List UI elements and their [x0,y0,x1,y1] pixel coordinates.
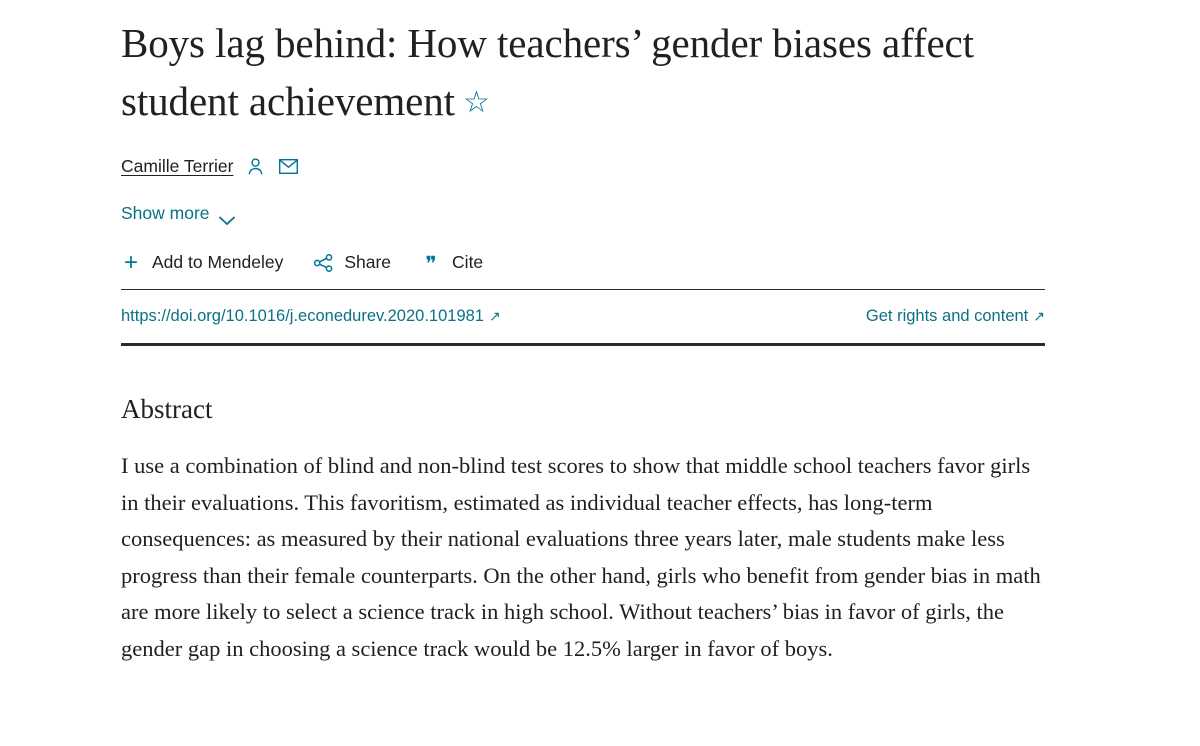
doi-row [121,290,1045,343]
author-icon[interactable] [246,157,264,177]
divider-bottom [121,343,1045,346]
share-button[interactable] [313,252,391,273]
plus-icon: + [123,248,138,276]
page-title [121,0,1045,130]
rights-text: Get rights and content [865,307,1029,326]
cite-button[interactable] [421,252,484,277]
share-nodes-icon [313,253,333,273]
title-text: Boys lag behind: How teachers’ gender biases affect student achievement [121,20,974,125]
author-link[interactable]: Camille Terrier [121,156,234,177]
abstract-heading: Abstract [121,394,213,425]
add-to-mendeley-button[interactable] [121,248,284,276]
show-more-label: Show more [121,203,210,224]
chevron-down-icon [219,210,235,220]
get-rights-and-content-link[interactable] [866,307,1045,326]
external-link-icon-rights: ↗ [1033,308,1045,325]
show-more-button[interactable] [121,203,235,224]
doi-link[interactable] [121,307,501,326]
add-to-mendeley-label: Add to Mendeley [152,252,284,273]
quote-icon: ❞ [425,253,437,277]
external-link-icon: ↗ [488,308,501,325]
abstract-text: I use a combination of blind and non-blind test scores to show that middle school teachers favor girls in their evaluations. This favoritism, estimated as individual teacher effects, has long-term consequences: as measured by their national evaluations three years later, male students make less progress than their female counterparts. On the other hand, girls who benefit from gender bias in math are more likely to select a science track in high school. Without teachers’ bias in favor of girls, the gender gap in choosing a science track would be 12.5% larger in favor of boys. [121,453,1041,661]
favorite-star-icon[interactable]: ☆ [462,86,490,120]
envelope-icon[interactable] [278,157,298,177]
cite-label: Cite [452,252,484,273]
doi-text: https://doi.org/10.1016/j.econedurev.2020.101981 [121,307,484,326]
share-label: Share [344,252,392,273]
author-row [121,156,1045,177]
article-content [121,0,1045,667]
article-action-bar [121,248,1045,289]
